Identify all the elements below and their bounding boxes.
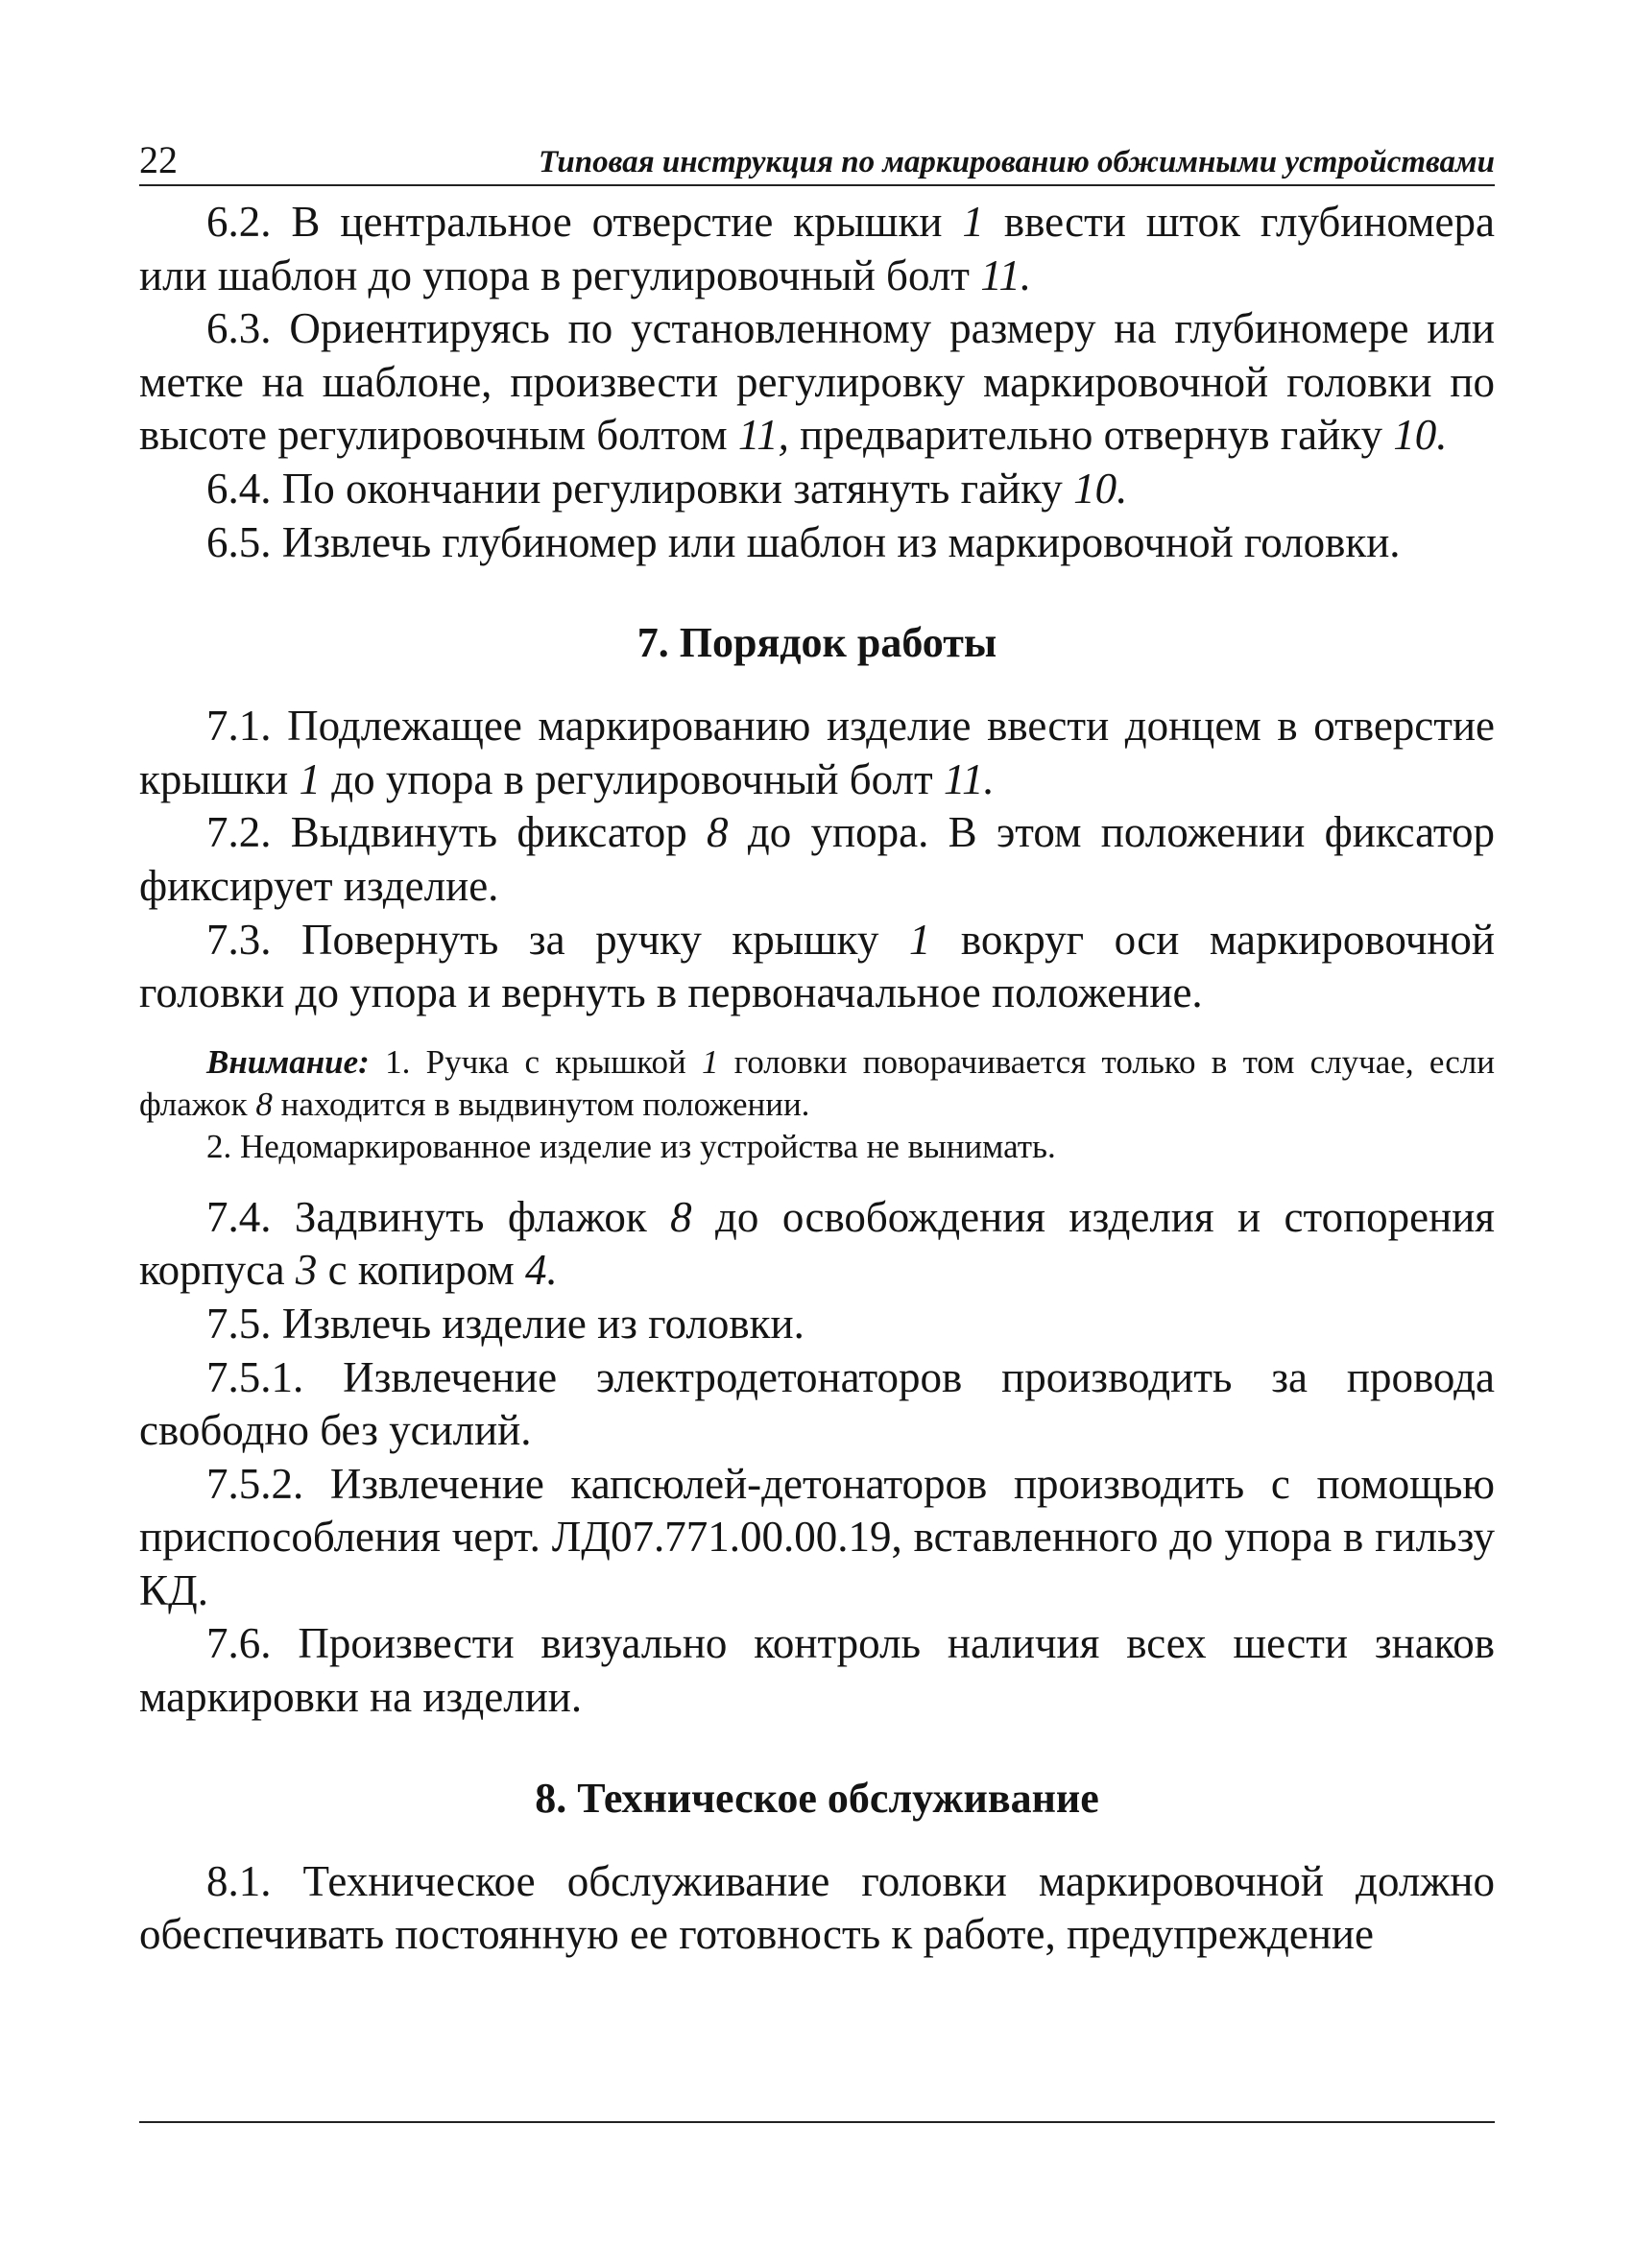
paragraph-7-5: 7.5. Извлечь изделие из головки. [206, 1299, 804, 1348]
paragraph-7-1: 7.1. Подлежащее маркированию изделие ввести донцем в отверстие крышки 1 до упора в регулировочный болт 11. [139, 702, 1495, 803]
footer-rule [139, 2121, 1495, 2123]
page-body [139, 196, 1495, 1962]
running-title: Типовая инструкция по маркированию обжимными устройствами [539, 145, 1495, 179]
warning-note [139, 1041, 1495, 1168]
warning-line-1: Внимание: 1. Ручка с крышкой 1 головки поворачивается только в том случае, если флажок 8 находится в выдвинутом положении. [139, 1042, 1495, 1123]
paragraph-7-5-1: 7.5.1. Извлечение электродетонаторов производить за провода свободно без усилий. [139, 1352, 1495, 1455]
document-page [139, 134, 1495, 1962]
paragraph-8-1: 8.1. Техническое обслуживание головки маркировочной должно обеспечивать постоянную ее готовность к работе, предупреждение [139, 1856, 1495, 1959]
paragraph-6-5: 6.5. Извлечь глубиномер или шаблон из маркировочной головки. [206, 517, 1401, 566]
paragraph-7-3: 7.3. Повернуть за ручку крышку 1 вокруг оси маркировочной головки до упора и вернуть в первоначальное положение. [139, 915, 1495, 1017]
paragraph-6-2: 6.2. В центральное отверстие крышки 1 ввести шток глубиномера или шаблон до упора в регулировочный болт 11. [139, 198, 1495, 299]
paragraph-6-3: 6.3. Ориентируясь по установленному размеру на глубиномере или метке на шаблоне, произвести регулировку маркировочной головки по высоте регулировочным болтом 11, предварительно отвернув гайку 10. [139, 304, 1495, 460]
paragraph-6-4: 6.4. По окончании регулировки затянуть гайку 10. [206, 464, 1128, 513]
warning-line-2: 2. Недомаркированное изделие из устройства не вынимать. [206, 1127, 1056, 1165]
section-7-heading: 7. Порядок работы [636, 619, 997, 667]
paragraph-7-4: 7.4. Задвинуть флажок 8 до освобождения изделия и стопорения корпуса 3 с копиром 4. [139, 1192, 1495, 1295]
paragraph-7-5-2: 7.5.2. Извлечение капсюлей-детонаторов производить с помощью приспособления черт. ЛД07.771.00.00.19, вставленного до упора в гильзу КД. [139, 1459, 1495, 1614]
page-header [139, 134, 1495, 186]
page-number: 22 [139, 138, 178, 181]
section-8-heading: 8. Техническое обслуживание [535, 1774, 1099, 1822]
paragraph-7-6: 7.6. Произвести визуально контроль наличия всех шести знаков маркировки на изделии. [139, 1619, 1495, 1722]
warning-label: Внимание: [206, 1042, 370, 1081]
paragraph-7-2: 7.2. Выдвинуть фиксатор 8 до упора. В этом положении фиксатор фиксирует изделие. [139, 808, 1495, 910]
